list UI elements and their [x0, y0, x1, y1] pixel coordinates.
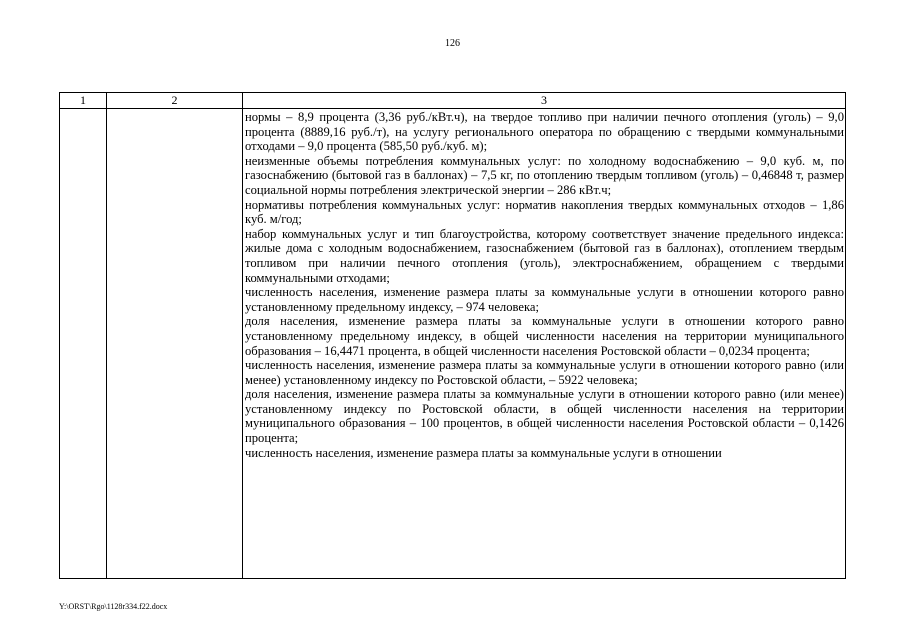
document-table [59, 92, 846, 579]
paragraph: набор коммунальных услуг и тип благоустройства, которому соответствует значение предельного индекса: жилые дома с холодным водоснабжением, газоснабжением (бытовой газ в баллонах), отоплением твердым топливом при наличии печного отопления (уголь), электроснабжением, обращением с твердыми коммунальными отходами; [245, 226, 844, 285]
file-path-footer: Y:\ORST\Rgo\1128r334.f22.docx [59, 602, 168, 611]
paragraph: численность населения, изменение размера платы за коммунальные услуги в отношении [245, 445, 722, 460]
paragraph: нормы – 8,9 процента (3,36 руб./кВт.ч), на твердое топливо при наличии печного отопления (уголь) – 9,0 процента (8889,16 руб./т), на услугу регионального оператора по обращению с твердыми коммунальными отходами – 9,0 процента (585,50 руб./куб. м); [245, 110, 844, 154]
paragraph: численность населения, изменение размера платы за коммунальные услуги в отношении которого равно (или менее) установленному индексу по Ростовской области, – 5922 человека; [245, 358, 844, 387]
column-header-2: 2 [171, 93, 178, 107]
column-header-1: 1 [80, 93, 86, 107]
paragraph: численность населения, изменение размера платы за коммунальные услуги в отношении которого равно установленному предельному индексу, – 974 человека; [245, 285, 844, 314]
paragraph: доля населения, изменение размера платы за коммунальные услуги в отношении которого равно (или менее) установленному индексу по Ростовской области, в общей численности населения на территории муниципального образования – 100 процентов, в общей численности населения Ростовской области – 0,1426 процента; [245, 387, 844, 446]
column-header-3: 3 [541, 93, 547, 107]
paragraph: доля населения, изменение размера платы за коммунальные услуги в отношении которого равно установленному предельному индексу, в общей численности населения на территории муниципального образования – 16,4471 процента, в общей численности населения Ростовской области – 0,0234 процента; [245, 314, 844, 358]
column-divider [242, 93, 243, 578]
paragraph: нормативы потребления коммунальных услуг: норматив накопления твердых коммунальных отходов – 1,86 куб. м/год; [245, 197, 844, 227]
header-divider [60, 108, 845, 109]
paragraph: неизменные объемы потребления коммунальных услуг: по холодному водоснабжению – 9,0 куб. м, по газоснабжению (бытовой газ в баллонах) – 7,5 кг, по отоплению твердым топливом (уголь) – 0,46848 т, размер социальной нормы потребления электрической энергии – 286 кВт.ч; [245, 153, 844, 197]
page-number: 126 [445, 38, 460, 49]
column-3-content [245, 110, 844, 460]
column-divider [106, 93, 107, 578]
